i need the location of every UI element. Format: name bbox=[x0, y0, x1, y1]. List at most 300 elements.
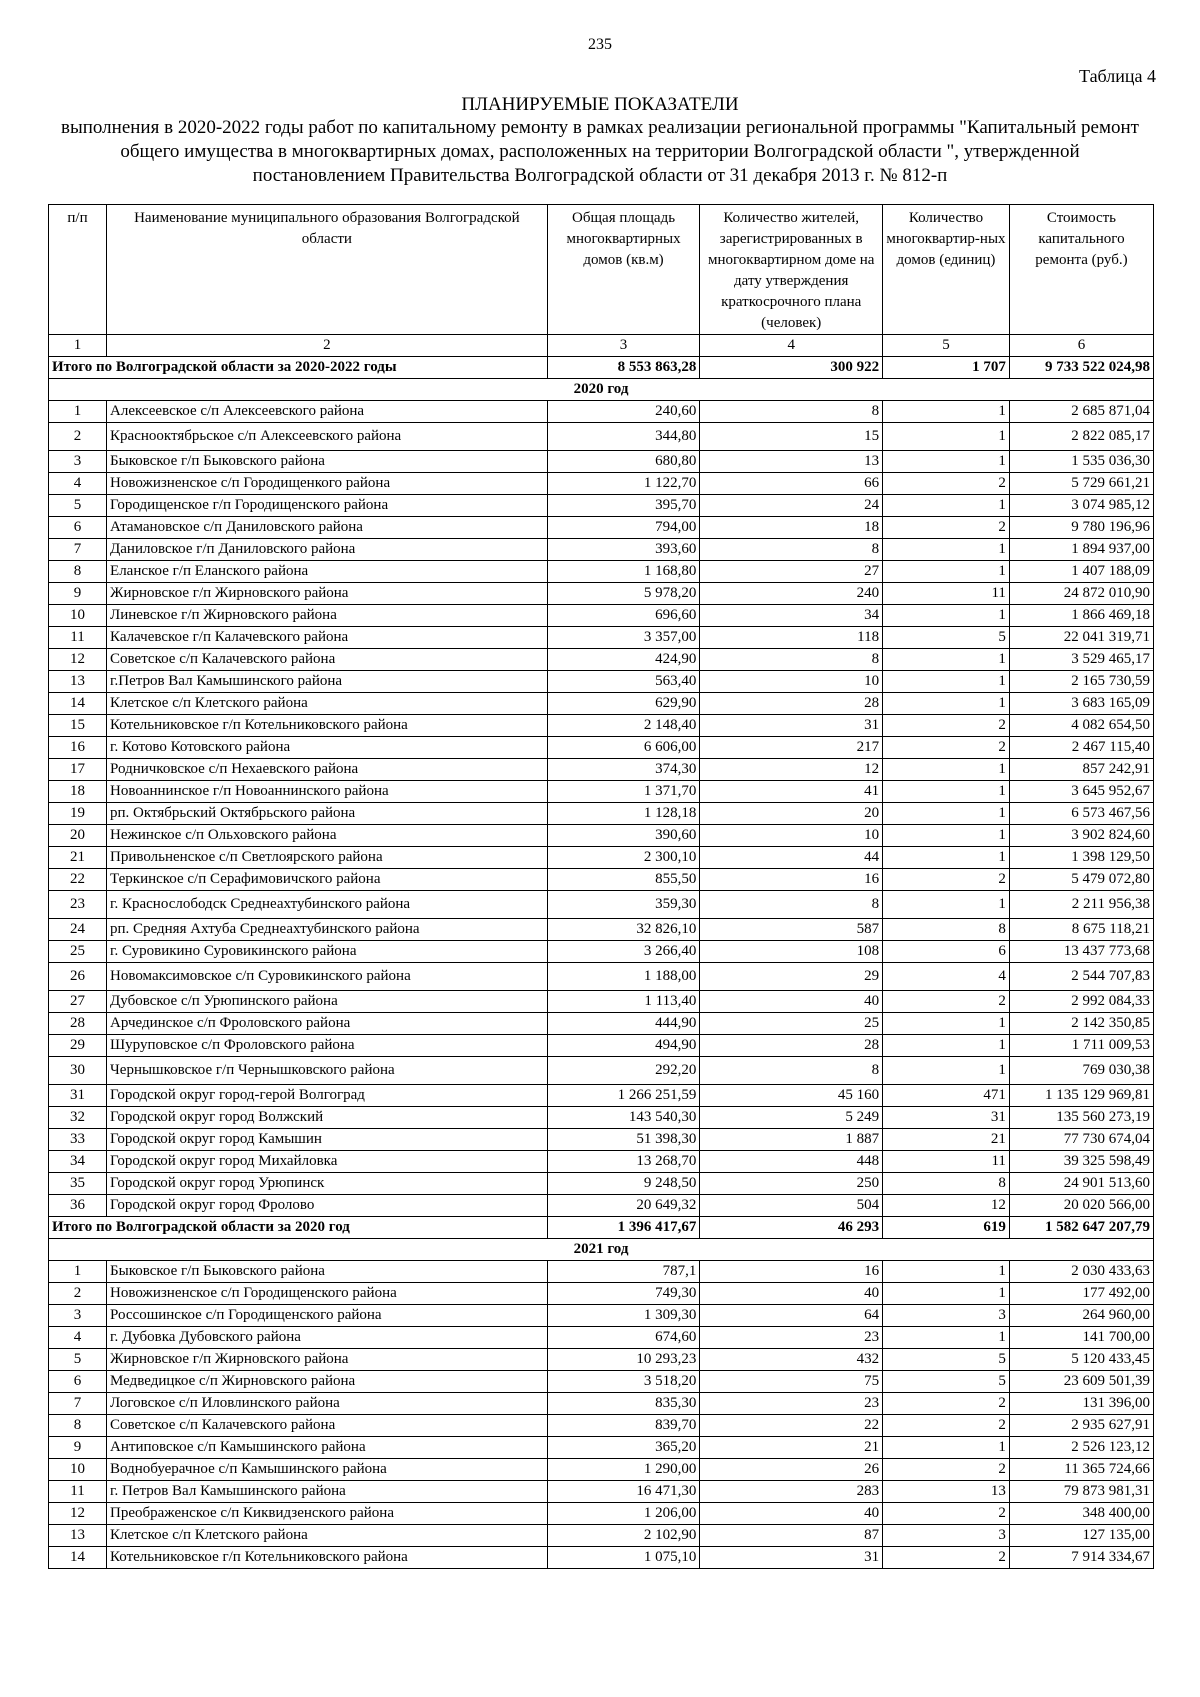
row-houses: 1 bbox=[883, 671, 1010, 693]
row-cost: 1 711 009,53 bbox=[1009, 1035, 1153, 1057]
row-index: 26 bbox=[49, 963, 107, 991]
row-index: 14 bbox=[49, 1547, 107, 1569]
column-number: 5 bbox=[883, 335, 1010, 357]
row-houses: 2 bbox=[883, 517, 1010, 539]
row-houses: 1 bbox=[883, 605, 1010, 627]
row-residents: 16 bbox=[700, 869, 883, 891]
table-row bbox=[49, 1459, 1154, 1481]
row-index: 8 bbox=[49, 1415, 107, 1437]
row-municipality: Городской округ город Фролово bbox=[107, 1195, 548, 1217]
row-area: 20 649,32 bbox=[547, 1195, 700, 1217]
table-row bbox=[49, 803, 1154, 825]
total-2020-label: Итого по Волгоградской области за 2020 год bbox=[49, 1217, 548, 1239]
row-area: 13 268,70 bbox=[547, 1151, 700, 1173]
row-residents: 31 bbox=[700, 1547, 883, 1569]
row-area: 629,90 bbox=[547, 693, 700, 715]
row-area: 1 075,10 bbox=[547, 1547, 700, 1569]
row-houses: 1 bbox=[883, 759, 1010, 781]
row-municipality: Быковское г/п Быковского района bbox=[107, 451, 548, 473]
table-row bbox=[49, 1525, 1154, 1547]
row-index: 6 bbox=[49, 1371, 107, 1393]
table-row bbox=[49, 517, 1154, 539]
row-cost: 5 479 072,80 bbox=[1009, 869, 1153, 891]
row-index: 1 bbox=[49, 1261, 107, 1283]
row-houses: 31 bbox=[883, 1107, 1010, 1129]
row-area: 2 102,90 bbox=[547, 1525, 700, 1547]
row-municipality: Городской округ город Камышин bbox=[107, 1129, 548, 1151]
row-cost: 2 544 707,83 bbox=[1009, 963, 1153, 991]
table-row bbox=[49, 1057, 1154, 1085]
row-residents: 40 bbox=[700, 1503, 883, 1525]
row-municipality: Новожизненское с/п Городищенского района bbox=[107, 1283, 548, 1305]
row-residents: 448 bbox=[700, 1151, 883, 1173]
row-houses: 1 bbox=[883, 693, 1010, 715]
row-residents: 20 bbox=[700, 803, 883, 825]
row-area: 395,70 bbox=[547, 495, 700, 517]
row-municipality: Советское с/п Калачевского района bbox=[107, 649, 548, 671]
row-index: 12 bbox=[49, 1503, 107, 1525]
row-cost: 1 407 188,09 bbox=[1009, 561, 1153, 583]
grand-total-houses: 1 707 bbox=[883, 357, 1010, 379]
row-area: 365,20 bbox=[547, 1437, 700, 1459]
row-area: 696,60 bbox=[547, 605, 700, 627]
row-area: 1 188,00 bbox=[547, 963, 700, 991]
table-row bbox=[49, 991, 1154, 1013]
row-residents: 283 bbox=[700, 1481, 883, 1503]
row-cost: 6 573 467,56 bbox=[1009, 803, 1153, 825]
column-number: 3 bbox=[547, 335, 700, 357]
row-municipality: Городской округ город-герой Волгоград bbox=[107, 1085, 548, 1107]
row-cost: 22 041 319,71 bbox=[1009, 627, 1153, 649]
row-index: 2 bbox=[49, 423, 107, 451]
row-cost: 3 683 165,09 bbox=[1009, 693, 1153, 715]
row-area: 424,90 bbox=[547, 649, 700, 671]
row-residents: 15 bbox=[700, 423, 883, 451]
row-houses: 11 bbox=[883, 583, 1010, 605]
row-cost: 24 901 513,60 bbox=[1009, 1173, 1153, 1195]
row-area: 16 471,30 bbox=[547, 1481, 700, 1503]
row-cost: 857 242,91 bbox=[1009, 759, 1153, 781]
table-row bbox=[49, 627, 1154, 649]
row-municipality: Теркинское с/п Серафимовичского района bbox=[107, 869, 548, 891]
total-2020-cost: 1 582 647 207,79 bbox=[1009, 1217, 1153, 1239]
row-index: 23 bbox=[49, 891, 107, 919]
row-residents: 24 bbox=[700, 495, 883, 517]
year-2020-row bbox=[49, 379, 1154, 401]
row-area: 839,70 bbox=[547, 1415, 700, 1437]
row-municipality: Арчединское с/п Фроловского района bbox=[107, 1013, 548, 1035]
row-residents: 27 bbox=[700, 561, 883, 583]
table-row bbox=[49, 1371, 1154, 1393]
row-area: 1 113,40 bbox=[547, 991, 700, 1013]
row-residents: 18 bbox=[700, 517, 883, 539]
row-area: 1 309,30 bbox=[547, 1305, 700, 1327]
row-residents: 10 bbox=[700, 825, 883, 847]
row-index: 14 bbox=[49, 693, 107, 715]
row-houses: 2 bbox=[883, 1547, 1010, 1569]
row-municipality: Воднобуерачное с/п Камышинского района bbox=[107, 1459, 548, 1481]
row-index: 24 bbox=[49, 919, 107, 941]
table-row bbox=[49, 1173, 1154, 1195]
table-row bbox=[49, 1129, 1154, 1151]
table-row bbox=[49, 825, 1154, 847]
row-cost: 177 492,00 bbox=[1009, 1283, 1153, 1305]
grand-total-area: 8 553 863,28 bbox=[547, 357, 700, 379]
table-row bbox=[49, 451, 1154, 473]
column-number: 1 bbox=[49, 335, 107, 357]
row-cost: 769 030,38 bbox=[1009, 1057, 1153, 1085]
row-houses: 1 bbox=[883, 495, 1010, 517]
row-index: 18 bbox=[49, 781, 107, 803]
row-cost: 2 992 084,33 bbox=[1009, 991, 1153, 1013]
row-cost: 264 960,00 bbox=[1009, 1305, 1153, 1327]
row-houses: 13 bbox=[883, 1481, 1010, 1503]
row-residents: 8 bbox=[700, 891, 883, 919]
row-municipality: г. Дубовка Дубовского района bbox=[107, 1327, 548, 1349]
row-residents: 21 bbox=[700, 1437, 883, 1459]
row-index: 21 bbox=[49, 847, 107, 869]
row-houses: 3 bbox=[883, 1525, 1010, 1547]
row-municipality: рп. Октябрьский Октябрьского района bbox=[107, 803, 548, 825]
row-cost: 2 935 627,91 bbox=[1009, 1415, 1153, 1437]
row-index: 30 bbox=[49, 1057, 107, 1085]
row-area: 749,30 bbox=[547, 1283, 700, 1305]
row-index: 19 bbox=[49, 803, 107, 825]
column-number: 2 bbox=[107, 335, 548, 357]
table-row bbox=[49, 671, 1154, 693]
row-houses: 5 bbox=[883, 1349, 1010, 1371]
row-houses: 21 bbox=[883, 1129, 1010, 1151]
table-row bbox=[49, 1195, 1154, 1217]
row-area: 51 398,30 bbox=[547, 1129, 700, 1151]
row-houses: 1 bbox=[883, 561, 1010, 583]
row-houses: 12 bbox=[883, 1195, 1010, 1217]
row-cost: 3 529 465,17 bbox=[1009, 649, 1153, 671]
row-municipality: Городской округ город Волжский bbox=[107, 1107, 548, 1129]
column-number: 6 bbox=[1009, 335, 1153, 357]
table-row bbox=[49, 1013, 1154, 1035]
row-cost: 23 609 501,39 bbox=[1009, 1371, 1153, 1393]
row-index: 13 bbox=[49, 671, 107, 693]
indicators-table bbox=[48, 204, 1154, 1569]
row-cost: 135 560 273,19 bbox=[1009, 1107, 1153, 1129]
table-row bbox=[49, 781, 1154, 803]
row-cost: 2 165 730,59 bbox=[1009, 671, 1153, 693]
table-row bbox=[49, 1085, 1154, 1107]
row-index: 10 bbox=[49, 605, 107, 627]
row-houses: 8 bbox=[883, 1173, 1010, 1195]
row-index: 27 bbox=[49, 991, 107, 1013]
row-index: 1 bbox=[49, 401, 107, 423]
table-row bbox=[49, 1327, 1154, 1349]
row-index: 2 bbox=[49, 1283, 107, 1305]
header-houses: Количество многоквартир-ных домов (единиц) bbox=[883, 205, 1010, 335]
row-cost: 5 120 433,45 bbox=[1009, 1349, 1153, 1371]
row-municipality: Новожизненское с/п Городищенкого района bbox=[107, 473, 548, 495]
row-area: 3 357,00 bbox=[547, 627, 700, 649]
row-cost: 39 325 598,49 bbox=[1009, 1151, 1153, 1173]
row-cost: 2 685 871,04 bbox=[1009, 401, 1153, 423]
row-municipality: Городской округ город Урюпинск bbox=[107, 1173, 548, 1195]
row-index: 10 bbox=[49, 1459, 107, 1481]
table-row bbox=[49, 473, 1154, 495]
row-residents: 75 bbox=[700, 1371, 883, 1393]
row-houses: 2 bbox=[883, 715, 1010, 737]
row-houses: 5 bbox=[883, 627, 1010, 649]
row-municipality: Котельниковское г/п Котельниковского района bbox=[107, 715, 548, 737]
table-row bbox=[49, 1503, 1154, 1525]
table-row bbox=[49, 1437, 1154, 1459]
row-houses: 8 bbox=[883, 919, 1010, 941]
row-area: 855,50 bbox=[547, 869, 700, 891]
row-municipality: Шуруповское с/п Фроловского района bbox=[107, 1035, 548, 1057]
row-residents: 31 bbox=[700, 715, 883, 737]
row-houses: 1 bbox=[883, 1283, 1010, 1305]
table-row bbox=[49, 649, 1154, 671]
row-residents: 432 bbox=[700, 1349, 883, 1371]
row-index: 4 bbox=[49, 1327, 107, 1349]
row-area: 344,80 bbox=[547, 423, 700, 451]
row-area: 3 518,20 bbox=[547, 1371, 700, 1393]
row-index: 22 bbox=[49, 869, 107, 891]
row-area: 444,90 bbox=[547, 1013, 700, 1035]
row-cost: 13 437 773,68 bbox=[1009, 941, 1153, 963]
row-area: 563,40 bbox=[547, 671, 700, 693]
row-cost: 79 873 981,31 bbox=[1009, 1481, 1153, 1503]
row-houses: 1 bbox=[883, 423, 1010, 451]
row-municipality: Клетское с/п Клетского района bbox=[107, 1525, 548, 1547]
row-houses: 1 bbox=[883, 451, 1010, 473]
row-residents: 504 bbox=[700, 1195, 883, 1217]
row-municipality: рп. Средняя Ахтуба Среднеахтубинского района bbox=[107, 919, 548, 941]
row-area: 2 148,40 bbox=[547, 715, 700, 737]
row-houses: 1 bbox=[883, 1327, 1010, 1349]
row-area: 359,30 bbox=[547, 891, 700, 919]
row-cost: 1 398 129,50 bbox=[1009, 847, 1153, 869]
row-houses: 2 bbox=[883, 1503, 1010, 1525]
row-index: 29 bbox=[49, 1035, 107, 1057]
row-index: 8 bbox=[49, 561, 107, 583]
header-row bbox=[49, 205, 1154, 335]
row-area: 9 248,50 bbox=[547, 1173, 700, 1195]
row-houses: 1 bbox=[883, 781, 1010, 803]
row-residents: 64 bbox=[700, 1305, 883, 1327]
row-area: 143 540,30 bbox=[547, 1107, 700, 1129]
row-municipality: Нежинское с/п Ольховского района bbox=[107, 825, 548, 847]
row-area: 835,30 bbox=[547, 1393, 700, 1415]
row-houses: 1 bbox=[883, 1437, 1010, 1459]
row-cost: 2 822 085,17 bbox=[1009, 423, 1153, 451]
row-index: 17 bbox=[49, 759, 107, 781]
row-cost: 1 135 129 969,81 bbox=[1009, 1085, 1153, 1107]
row-index: 6 bbox=[49, 517, 107, 539]
row-area: 240,60 bbox=[547, 401, 700, 423]
row-residents: 8 bbox=[700, 649, 883, 671]
row-municipality: Алексеевское с/п Алексеевского района bbox=[107, 401, 548, 423]
table-row bbox=[49, 941, 1154, 963]
row-houses: 1 bbox=[883, 539, 1010, 561]
row-area: 1 371,70 bbox=[547, 781, 700, 803]
row-municipality: г.Петров Вал Камышинского района bbox=[107, 671, 548, 693]
row-area: 292,20 bbox=[547, 1057, 700, 1085]
row-index: 7 bbox=[49, 1393, 107, 1415]
row-area: 1 266 251,59 bbox=[547, 1085, 700, 1107]
year-2021-label: 2021 год bbox=[49, 1239, 1154, 1261]
row-houses: 1 bbox=[883, 1035, 1010, 1057]
table-body bbox=[49, 357, 1154, 1569]
grand-total-row bbox=[49, 357, 1154, 379]
row-houses: 1 bbox=[883, 649, 1010, 671]
row-index: 34 bbox=[49, 1151, 107, 1173]
row-index: 3 bbox=[49, 451, 107, 473]
row-houses: 2 bbox=[883, 869, 1010, 891]
row-cost: 131 396,00 bbox=[1009, 1393, 1153, 1415]
header-residents: Количество жителей, зарегистрированных в многоквартирном доме на дату утверждения краткосрочного плана (человек) bbox=[700, 205, 883, 335]
row-cost: 348 400,00 bbox=[1009, 1503, 1153, 1525]
row-index: 12 bbox=[49, 649, 107, 671]
row-houses: 2 bbox=[883, 1459, 1010, 1481]
row-residents: 8 bbox=[700, 1057, 883, 1085]
row-municipality: Россошинское с/п Городищенского района bbox=[107, 1305, 548, 1327]
row-cost: 4 082 654,50 bbox=[1009, 715, 1153, 737]
row-area: 1 168,80 bbox=[547, 561, 700, 583]
row-index: 31 bbox=[49, 1085, 107, 1107]
row-residents: 28 bbox=[700, 693, 883, 715]
table-row bbox=[49, 759, 1154, 781]
row-residents: 34 bbox=[700, 605, 883, 627]
row-residents: 40 bbox=[700, 991, 883, 1013]
table-row bbox=[49, 583, 1154, 605]
row-area: 5 978,20 bbox=[547, 583, 700, 605]
row-index: 3 bbox=[49, 1305, 107, 1327]
row-cost: 3 902 824,60 bbox=[1009, 825, 1153, 847]
row-municipality: Еланское г/п Еланского района bbox=[107, 561, 548, 583]
table-label: Таблица 4 bbox=[1079, 66, 1156, 86]
total-2020-row bbox=[49, 1217, 1154, 1239]
header-index: п/п bbox=[49, 205, 107, 335]
row-residents: 13 bbox=[700, 451, 883, 473]
row-houses: 1 bbox=[883, 847, 1010, 869]
row-houses: 4 bbox=[883, 963, 1010, 991]
row-index: 9 bbox=[49, 583, 107, 605]
row-index: 33 bbox=[49, 1129, 107, 1151]
row-index: 36 bbox=[49, 1195, 107, 1217]
document-title: ПЛАНИРУЕМЫЕ ПОКАЗАТЕЛИ bbox=[461, 94, 739, 115]
table-row bbox=[49, 1415, 1154, 1437]
row-index: 9 bbox=[49, 1437, 107, 1459]
row-residents: 44 bbox=[700, 847, 883, 869]
row-houses: 2 bbox=[883, 473, 1010, 495]
row-houses: 6 bbox=[883, 941, 1010, 963]
row-cost: 2 467 115,40 bbox=[1009, 737, 1153, 759]
row-residents: 118 bbox=[700, 627, 883, 649]
row-index: 16 bbox=[49, 737, 107, 759]
row-residents: 8 bbox=[700, 539, 883, 561]
table-row bbox=[49, 1261, 1154, 1283]
table-row bbox=[49, 495, 1154, 517]
table-row bbox=[49, 963, 1154, 991]
row-municipality: Медведицкое с/п Жирновского района bbox=[107, 1371, 548, 1393]
row-cost: 1 535 036,30 bbox=[1009, 451, 1153, 473]
page-number: 235 bbox=[588, 36, 612, 53]
row-residents: 10 bbox=[700, 671, 883, 693]
grand-total-cost: 9 733 522 024,98 bbox=[1009, 357, 1153, 379]
row-residents: 45 160 bbox=[700, 1085, 883, 1107]
row-area: 374,30 bbox=[547, 759, 700, 781]
year-2021-row bbox=[49, 1239, 1154, 1261]
row-municipality: Логовское с/п Иловлинского района bbox=[107, 1393, 548, 1415]
row-cost: 7 914 334,67 bbox=[1009, 1547, 1153, 1569]
row-cost: 11 365 724,66 bbox=[1009, 1459, 1153, 1481]
row-municipality: Городищенское г/п Городищенского района bbox=[107, 495, 548, 517]
row-municipality: г. Суровикино Суровикинского района bbox=[107, 941, 548, 963]
year-2020-label: 2020 год bbox=[49, 379, 1154, 401]
row-municipality: Калачевское г/п Калачевского района bbox=[107, 627, 548, 649]
row-cost: 2 211 956,38 bbox=[1009, 891, 1153, 919]
row-residents: 87 bbox=[700, 1525, 883, 1547]
table-row bbox=[49, 1151, 1154, 1173]
row-residents: 23 bbox=[700, 1393, 883, 1415]
document-subtitle: выполнения в 2020-2022 годы работ по капитальному ремонту в рамках реализации региональной программы "Капитальный ремонт общего имущества в многоквартирных домах, расположенных на территории Волгоградской области ", утвержденной постановлением Правительства Волгоградской области от 31 декабря 2013 г. № 812-п bbox=[61, 117, 1139, 186]
table-row bbox=[49, 539, 1154, 561]
row-municipality: Котельниковское г/п Котельниковского района bbox=[107, 1547, 548, 1569]
row-cost: 8 675 118,21 bbox=[1009, 919, 1153, 941]
row-index: 5 bbox=[49, 1349, 107, 1371]
row-residents: 217 bbox=[700, 737, 883, 759]
row-houses: 11 bbox=[883, 1151, 1010, 1173]
row-municipality: Новоаннинское г/п Новоаннинского района bbox=[107, 781, 548, 803]
row-houses: 1 bbox=[883, 825, 1010, 847]
total-2020-houses: 619 bbox=[883, 1217, 1010, 1239]
row-residents: 12 bbox=[700, 759, 883, 781]
row-residents: 25 bbox=[700, 1013, 883, 1035]
row-cost: 2 142 350,85 bbox=[1009, 1013, 1153, 1035]
row-municipality: Клетское с/п Клетского района bbox=[107, 693, 548, 715]
row-municipality: Родничковское с/п Нехаевского района bbox=[107, 759, 548, 781]
table-row bbox=[49, 1035, 1154, 1057]
table-row bbox=[49, 1547, 1154, 1569]
row-area: 6 606,00 bbox=[547, 737, 700, 759]
table-row bbox=[49, 1107, 1154, 1129]
row-cost: 9 780 196,96 bbox=[1009, 517, 1153, 539]
row-index: 13 bbox=[49, 1525, 107, 1547]
row-area: 390,60 bbox=[547, 825, 700, 847]
row-houses: 3 bbox=[883, 1305, 1010, 1327]
row-houses: 471 bbox=[883, 1085, 1010, 1107]
row-residents: 1 887 bbox=[700, 1129, 883, 1151]
row-municipality: Даниловское г/п Даниловского района bbox=[107, 539, 548, 561]
table-row bbox=[49, 693, 1154, 715]
row-index: 35 bbox=[49, 1173, 107, 1195]
row-area: 680,80 bbox=[547, 451, 700, 473]
row-residents: 23 bbox=[700, 1327, 883, 1349]
row-municipality: Советское с/п Калачевского района bbox=[107, 1415, 548, 1437]
table-row bbox=[49, 561, 1154, 583]
table-row bbox=[49, 919, 1154, 941]
table-row bbox=[49, 1283, 1154, 1305]
row-houses: 2 bbox=[883, 737, 1010, 759]
header-municipality: Наименование муниципального образования Волгоградской области bbox=[107, 205, 548, 335]
row-area: 794,00 bbox=[547, 517, 700, 539]
row-municipality: г. Котово Котовского района bbox=[107, 737, 548, 759]
row-houses: 2 bbox=[883, 1393, 1010, 1415]
row-cost: 141 700,00 bbox=[1009, 1327, 1153, 1349]
row-municipality: Преображенское с/п Киквидзенского района bbox=[107, 1503, 548, 1525]
row-area: 3 266,40 bbox=[547, 941, 700, 963]
row-cost: 2 526 123,12 bbox=[1009, 1437, 1153, 1459]
row-area: 32 826,10 bbox=[547, 919, 700, 941]
row-houses: 1 bbox=[883, 1261, 1010, 1283]
